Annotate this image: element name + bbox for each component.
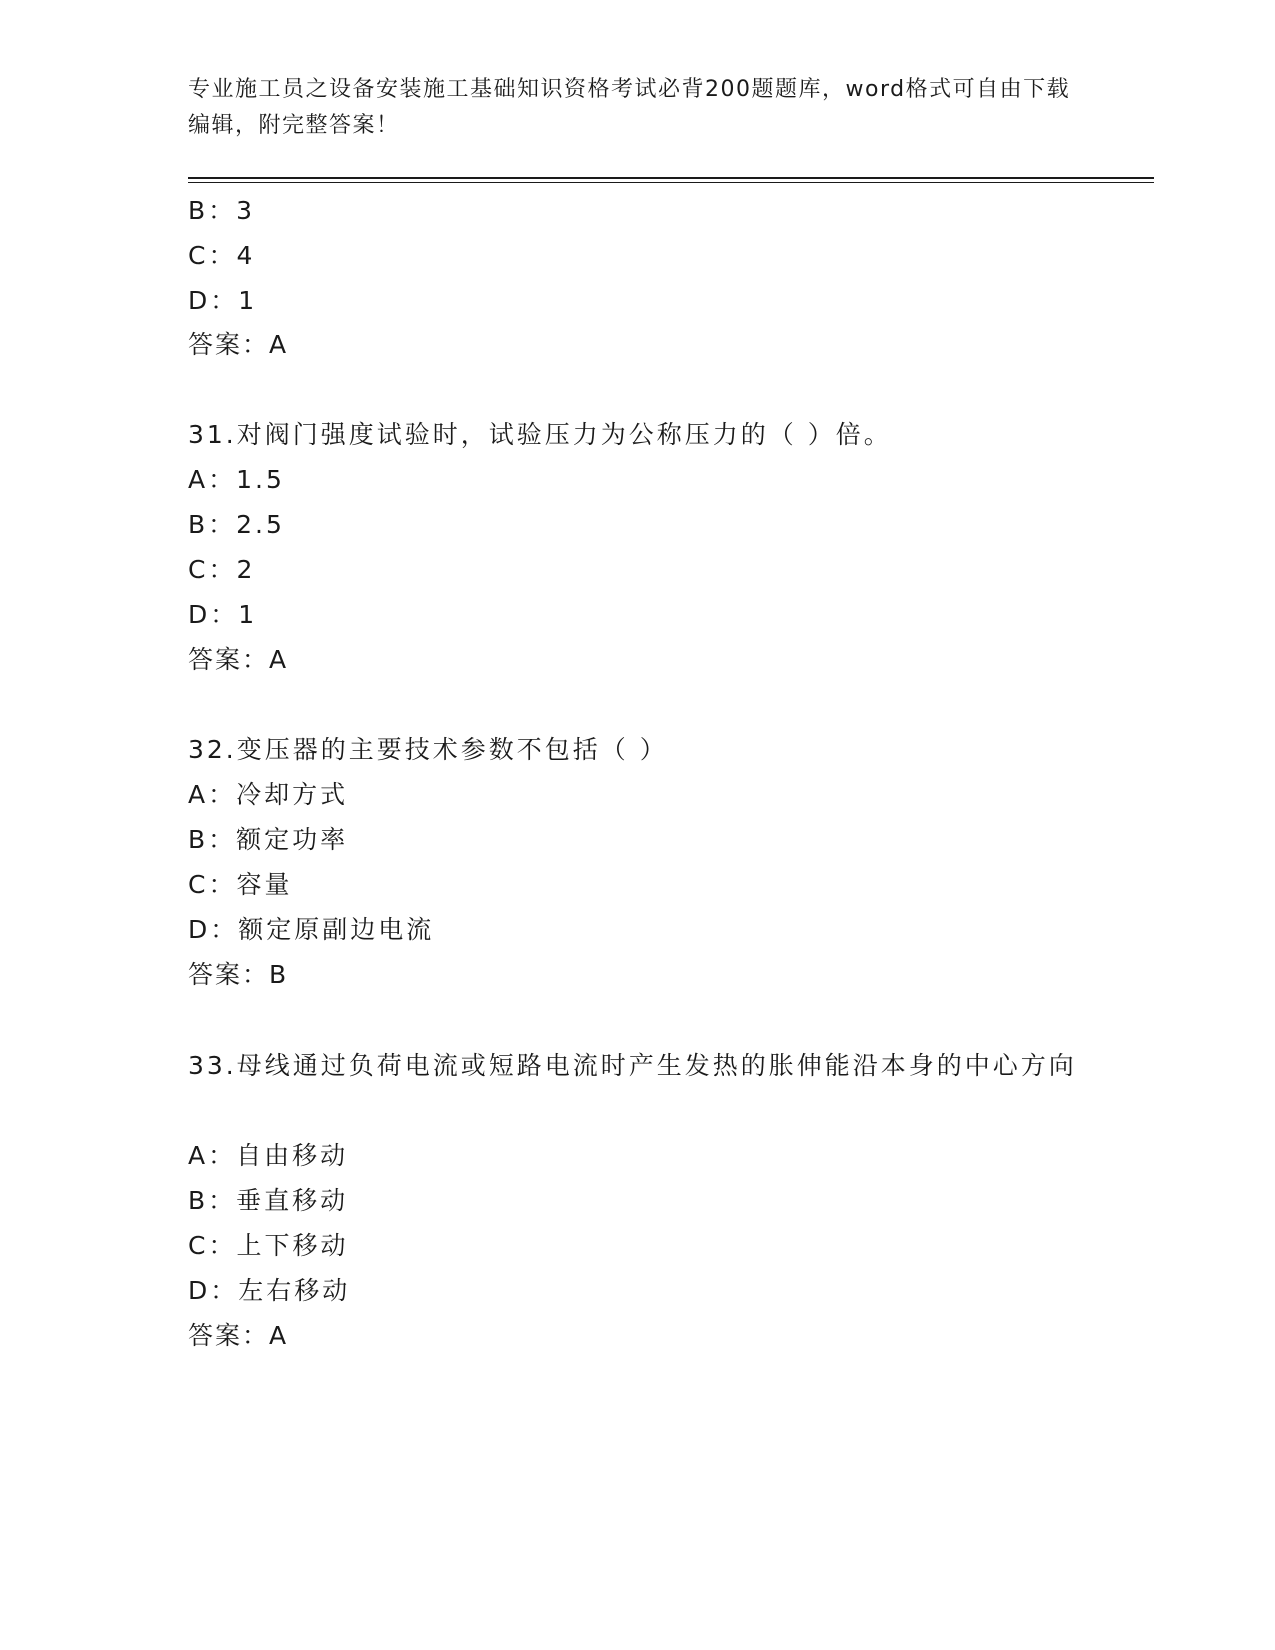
answer-value: A [269,645,287,674]
question-31-option-b: B：2.5 [188,510,285,539]
answer-label: 答案： [188,960,270,989]
question-33-stem: 33.母线通过负荷电流或短路电流时产生发热的胀伸能沿本身的中心方向 [188,1051,1077,1080]
question-31-stem: 31.对阀门强度试验时，试验压力为公称压力的（ ）倍。 [188,420,892,449]
document-header: 专业施工员之设备安装施工基础知识资格考试必背200题题库，word格式可自由下载编辑，附完整答案！ [188,77,1071,138]
question-33-answer [188,1319,286,1353]
question-32-option-c: C：容量 [188,870,293,899]
answer-value: A [269,330,287,359]
prev-option-d: D：1 [188,286,258,315]
prev-answer [188,328,286,362]
answer-label: 答案： [188,1321,270,1350]
question-31-option-d: D：1 [188,600,258,629]
header-divider-thin [188,182,1154,183]
question-33-option-c: C：上下移动 [188,1231,349,1260]
answer-label: 答案： [188,330,270,359]
question-31-answer [188,643,286,677]
prev-option-b: B：3 [188,196,256,225]
question-31-option-c: C：2 [188,555,256,584]
question-32-option-b: B：额定功率 [188,825,349,854]
answer-value: B [269,960,287,989]
prev-option-c: C：4 [188,241,256,270]
question-32-answer [188,958,286,992]
question-33-option-d: D：左右移动 [188,1276,351,1305]
answer-label: 答案： [188,645,270,674]
question-33-option-b: B：垂直移动 [188,1186,349,1215]
question-31-option-a: A：1.5 [188,465,285,494]
question-32-stem: 32.变压器的主要技术参数不包括（ ） [188,735,668,764]
question-32-option-d: D：额定原副边电流 [188,915,435,944]
header-divider-thick [188,177,1154,179]
question-33-option-a: A：自由移动 [188,1141,349,1170]
answer-value: A [269,1321,287,1350]
question-32-option-a: A：冷却方式 [188,780,349,809]
